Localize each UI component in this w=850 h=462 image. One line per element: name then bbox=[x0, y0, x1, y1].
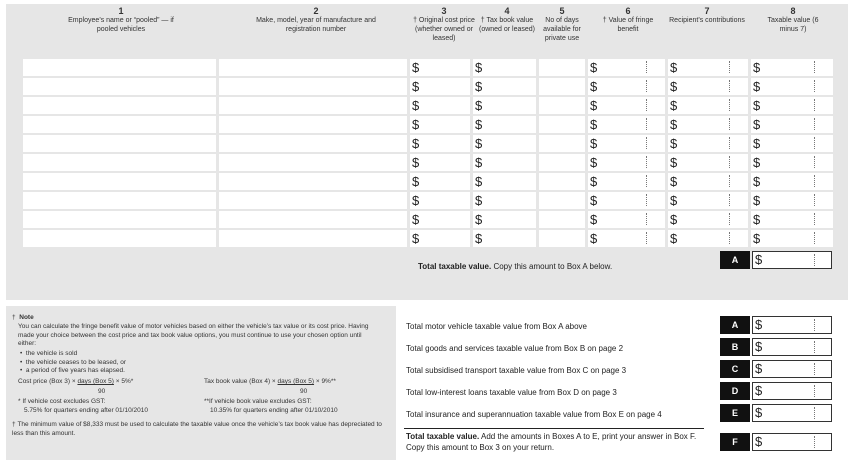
table-cell-col-2[interactable] bbox=[219, 59, 407, 76]
note-bullet: • the vehicle ceases to be leased, or bbox=[20, 358, 126, 366]
currency-symbol: $ bbox=[755, 383, 763, 398]
cents-divider bbox=[814, 341, 815, 353]
table-cell-col-2[interactable] bbox=[219, 135, 407, 152]
note-bullet: • the vehicle is sold bbox=[20, 350, 78, 357]
table-cell-col-8[interactable] bbox=[751, 135, 833, 152]
note-bullets bbox=[20, 350, 126, 376]
col-label: † Value of fringe benefit bbox=[602, 17, 654, 33]
formula-cost bbox=[18, 378, 133, 387]
vehicle-table-panel bbox=[6, 4, 848, 300]
currency-symbol: $ bbox=[753, 136, 761, 151]
cents-divider bbox=[646, 99, 647, 111]
currency-symbol: $ bbox=[670, 212, 678, 227]
currency-symbol: $ bbox=[412, 117, 420, 132]
cost-footnote bbox=[18, 398, 148, 415]
currency-symbol: $ bbox=[412, 155, 420, 170]
total-a-label bbox=[418, 262, 612, 271]
cents-divider bbox=[814, 137, 815, 149]
box-b-input[interactable] bbox=[752, 338, 832, 356]
currency-symbol: $ bbox=[755, 317, 763, 332]
table-cell-col-4[interactable] bbox=[473, 97, 536, 114]
table-cell-col-1[interactable] bbox=[23, 59, 216, 76]
currency-symbol: $ bbox=[753, 60, 761, 75]
formula-numerator: days (Box 5) bbox=[77, 378, 114, 385]
note-title bbox=[12, 314, 34, 323]
cents-divider bbox=[814, 118, 815, 130]
table-cell-col-3[interactable] bbox=[410, 154, 470, 171]
cents-divider bbox=[646, 213, 647, 225]
box-a-summary-input[interactable] bbox=[752, 316, 832, 334]
table-cell-col-4[interactable] bbox=[473, 59, 536, 76]
cents-divider bbox=[814, 232, 815, 244]
table-cell-col-5[interactable] bbox=[539, 78, 585, 95]
currency-symbol: $ bbox=[475, 193, 483, 208]
table-cell-col-8[interactable] bbox=[751, 230, 833, 247]
col-num: 7 bbox=[704, 6, 710, 16]
table-cell-col-7[interactable] bbox=[668, 230, 748, 247]
table-cell-col-2[interactable] bbox=[219, 78, 407, 95]
table-cell-col-1[interactable] bbox=[23, 135, 216, 152]
footnote-line: * If vehicle cost excludes GST: bbox=[18, 398, 106, 405]
summary-divider bbox=[404, 428, 704, 429]
box-d-letter: D bbox=[720, 382, 750, 400]
cents-divider bbox=[729, 213, 730, 225]
currency-symbol: $ bbox=[670, 98, 678, 113]
table-cell-col-7[interactable] bbox=[668, 192, 748, 209]
summary-label-c: Total subsidised transport taxable value from Box C on page 3 bbox=[406, 366, 627, 375]
box-f-input[interactable] bbox=[752, 433, 832, 451]
note-panel bbox=[6, 306, 396, 460]
table-cell-col-2[interactable] bbox=[219, 230, 407, 247]
currency-symbol: $ bbox=[670, 174, 678, 189]
total-f-label-rest: Add the amounts in Boxes A to E, print your answer in Box F. Copy this amount to Box 3 on your return. bbox=[406, 432, 697, 452]
table-cell-col-4[interactable] bbox=[473, 154, 536, 171]
bullet-text: the vehicle is sold bbox=[25, 350, 78, 357]
currency-symbol: $ bbox=[475, 79, 483, 94]
table-cell-col-7[interactable] bbox=[668, 154, 748, 171]
currency-symbol: $ bbox=[590, 212, 598, 227]
currency-symbol: $ bbox=[475, 60, 483, 75]
table-cell-col-8[interactable] bbox=[751, 192, 833, 209]
table-cell-col-7[interactable] bbox=[668, 59, 748, 76]
table-cell-col-4[interactable] bbox=[473, 230, 536, 247]
table-cell-col-7[interactable] bbox=[668, 211, 748, 228]
cents-divider bbox=[729, 232, 730, 244]
table-cell-col-1[interactable] bbox=[23, 116, 216, 133]
currency-symbol: $ bbox=[670, 193, 678, 208]
currency-symbol: $ bbox=[412, 136, 420, 151]
box-c-input[interactable] bbox=[752, 360, 832, 378]
cents-divider bbox=[646, 61, 647, 73]
box-e-letter: E bbox=[720, 404, 750, 422]
table-cell-col-7[interactable] bbox=[668, 116, 748, 133]
currency-symbol: $ bbox=[670, 117, 678, 132]
col-header-7 bbox=[666, 6, 748, 25]
box-a-letter: A bbox=[720, 316, 750, 334]
currency-symbol: $ bbox=[590, 174, 598, 189]
cents-divider bbox=[814, 213, 815, 225]
cents-divider bbox=[814, 194, 815, 206]
formula-text: × 5%* bbox=[113, 378, 134, 385]
cents-divider bbox=[646, 194, 647, 206]
currency-symbol: $ bbox=[753, 193, 761, 208]
table-cell-col-3[interactable] bbox=[410, 192, 470, 209]
formula-numerator: days (Box 5) bbox=[277, 378, 315, 385]
col-header-8 bbox=[758, 6, 828, 34]
cents-divider bbox=[646, 118, 647, 130]
minimum-text: The minimum value of $8,333 must be used to calculate the taxable value once the vehicle’s tax book value has depreciated to less than this amount. bbox=[12, 421, 382, 437]
col-header-2 bbox=[246, 6, 386, 34]
cents-divider bbox=[729, 156, 730, 168]
currency-symbol: $ bbox=[670, 231, 678, 246]
table-cell-col-1[interactable] bbox=[23, 192, 216, 209]
currency-symbol: $ bbox=[590, 79, 598, 94]
box-a-letter: A bbox=[720, 251, 750, 269]
currency-symbol: $ bbox=[753, 231, 761, 246]
table-cell-col-6[interactable] bbox=[588, 154, 665, 171]
currency-symbol: $ bbox=[412, 98, 420, 113]
table-cell-col-6[interactable] bbox=[588, 116, 665, 133]
table-cell-col-3[interactable] bbox=[410, 230, 470, 247]
currency-symbol: $ bbox=[475, 155, 483, 170]
table-cell-col-3[interactable] bbox=[410, 211, 470, 228]
table-cell-col-8[interactable] bbox=[751, 154, 833, 171]
currency-symbol: $ bbox=[590, 155, 598, 170]
col-header-6 bbox=[600, 6, 656, 34]
cents-divider bbox=[814, 99, 815, 111]
table-cell-col-8[interactable] bbox=[751, 78, 833, 95]
table-cell-col-5[interactable] bbox=[539, 230, 585, 247]
table-cell-col-6[interactable] bbox=[588, 97, 665, 114]
cents-divider bbox=[814, 407, 815, 419]
col-label: Employee’s name or “pooled” — if pooled vehicles bbox=[68, 17, 174, 33]
col-label: Make, model, year of manufacture and registration number bbox=[256, 17, 376, 33]
table-cell-col-2[interactable] bbox=[219, 116, 407, 133]
summary-label-a: Total motor vehicle taxable value from Box A above bbox=[406, 322, 587, 331]
col-num: 8 bbox=[790, 6, 796, 16]
table-cell-col-4[interactable] bbox=[473, 192, 536, 209]
total-f-label bbox=[406, 431, 706, 453]
table-cell-col-5[interactable] bbox=[539, 59, 585, 76]
formula-text: Cost price (Box 3) × bbox=[18, 378, 78, 385]
dagger-mark: † bbox=[12, 421, 16, 428]
col-num: 3 bbox=[441, 6, 447, 16]
col-num: 2 bbox=[313, 6, 319, 16]
minimum-value-note bbox=[12, 421, 382, 438]
cents-divider bbox=[814, 436, 815, 448]
table-cell-col-6[interactable] bbox=[588, 230, 665, 247]
table-cell-col-3[interactable] bbox=[410, 173, 470, 190]
formula-tax bbox=[204, 378, 336, 387]
currency-symbol: $ bbox=[590, 193, 598, 208]
table-cell-col-6[interactable] bbox=[588, 173, 665, 190]
table-cell-col-5[interactable] bbox=[539, 135, 585, 152]
currency-symbol: $ bbox=[670, 136, 678, 151]
cents-divider bbox=[729, 99, 730, 111]
table-cell-col-4[interactable] bbox=[473, 211, 536, 228]
table-cell-col-1[interactable] bbox=[23, 78, 216, 95]
summary-label-e: Total insurance and superannuation taxable value from Box E on page 4 bbox=[406, 410, 662, 419]
col-header-4 bbox=[476, 6, 538, 34]
col-num: 5 bbox=[559, 6, 565, 16]
col-header-3 bbox=[413, 6, 475, 43]
cents-divider bbox=[646, 175, 647, 187]
table-cell-col-5[interactable] bbox=[539, 116, 585, 133]
currency-symbol: $ bbox=[755, 434, 763, 449]
footnote-line: 10.35% for quarters ending after 01/10/2010 bbox=[210, 406, 338, 414]
col-label: No of days available for private use bbox=[543, 17, 581, 42]
note-title-text: Note bbox=[19, 314, 34, 321]
col-label: † Original cost price (whether owned or leased) bbox=[413, 17, 475, 42]
table-cell-col-4[interactable] bbox=[473, 116, 536, 133]
total-f-label-bold: Total taxable value. bbox=[406, 432, 480, 441]
table-cell-col-2[interactable] bbox=[219, 154, 407, 171]
table-cell-col-5[interactable] bbox=[539, 154, 585, 171]
cents-divider bbox=[646, 137, 647, 149]
currency-symbol: $ bbox=[590, 98, 598, 113]
cents-divider bbox=[814, 175, 815, 187]
note-intro: You can calculate the fringe benefit value of motor vehicles based on either the vehicle’s tax value or its cost price. Having made your choice between the cost price and tax book value options, you must continue to use your chosen option until either: bbox=[18, 323, 369, 347]
currency-symbol: $ bbox=[475, 212, 483, 227]
currency-symbol: $ bbox=[590, 231, 598, 246]
table-cell-col-1[interactable] bbox=[23, 97, 216, 114]
formula-text: Tax book value (Box 4) × bbox=[204, 378, 278, 385]
table-cell-col-6[interactable] bbox=[588, 192, 665, 209]
table-cell-col-1[interactable] bbox=[23, 173, 216, 190]
table-cell-col-1[interactable] bbox=[23, 230, 216, 247]
table-cell-col-6[interactable] bbox=[588, 59, 665, 76]
table-cell-col-2[interactable] bbox=[219, 173, 407, 190]
table-cell-col-3[interactable] bbox=[410, 135, 470, 152]
currency-symbol: $ bbox=[412, 174, 420, 189]
bullet-text: a period of five years has elapsed. bbox=[25, 367, 125, 374]
table-cell-col-8[interactable] bbox=[751, 97, 833, 114]
cents-divider bbox=[814, 254, 815, 266]
currency-symbol: $ bbox=[670, 155, 678, 170]
box-e-input[interactable] bbox=[752, 404, 832, 422]
formula-text: × 9%** bbox=[314, 378, 336, 385]
footnote-line: **If vehicle book value excludes GST: bbox=[204, 398, 312, 405]
table-cell-col-6[interactable] bbox=[588, 78, 665, 95]
currency-symbol: $ bbox=[412, 212, 420, 227]
cents-divider bbox=[814, 319, 815, 331]
currency-symbol: $ bbox=[755, 252, 763, 267]
currency-symbol: $ bbox=[412, 79, 420, 94]
table-cell-col-3[interactable] bbox=[410, 97, 470, 114]
formula-tax-denominator: 90 bbox=[300, 388, 308, 395]
currency-symbol: $ bbox=[753, 155, 761, 170]
currency-symbol: $ bbox=[475, 98, 483, 113]
currency-symbol: $ bbox=[753, 98, 761, 113]
cents-divider bbox=[814, 385, 815, 397]
table-cell-col-5[interactable] bbox=[539, 173, 585, 190]
total-a-label-rest: Copy this amount to Box A below. bbox=[491, 262, 613, 271]
box-c-letter: C bbox=[720, 360, 750, 378]
box-d-input[interactable] bbox=[752, 382, 832, 400]
cents-divider bbox=[729, 118, 730, 130]
currency-symbol: $ bbox=[590, 60, 598, 75]
total-a-label-bold: Total taxable value. bbox=[418, 262, 492, 271]
table-cell-col-3[interactable] bbox=[410, 59, 470, 76]
cents-divider bbox=[646, 156, 647, 168]
currency-symbol: $ bbox=[670, 60, 678, 75]
currency-symbol: $ bbox=[475, 136, 483, 151]
table-cell-col-7[interactable] bbox=[668, 78, 748, 95]
currency-symbol: $ bbox=[590, 117, 598, 132]
bullet-text: the vehicle ceases to be leased, or bbox=[25, 358, 126, 366]
table-cell-col-1[interactable] bbox=[23, 154, 216, 171]
currency-symbol: $ bbox=[755, 339, 763, 354]
col-label: † Tax book value (owned or leased) bbox=[478, 17, 536, 33]
box-b-letter: B bbox=[720, 338, 750, 356]
table-cell-col-8[interactable] bbox=[751, 59, 833, 76]
table-cell-col-6[interactable] bbox=[588, 135, 665, 152]
currency-symbol: $ bbox=[753, 212, 761, 227]
cents-divider bbox=[729, 137, 730, 149]
cents-divider bbox=[814, 61, 815, 73]
currency-symbol: $ bbox=[670, 79, 678, 94]
cents-divider bbox=[646, 232, 647, 244]
cents-divider bbox=[729, 194, 730, 206]
col-header-1 bbox=[66, 6, 176, 34]
col-label: Taxable value (6 minus 7) bbox=[767, 17, 819, 33]
table-cell-col-4[interactable] bbox=[473, 135, 536, 152]
currency-symbol: $ bbox=[590, 136, 598, 151]
table-cell-col-4[interactable] bbox=[473, 173, 536, 190]
cents-divider bbox=[814, 80, 815, 92]
cents-divider bbox=[646, 80, 647, 92]
cents-divider bbox=[814, 363, 815, 375]
box-a-input[interactable] bbox=[752, 251, 832, 269]
dagger-mark: † bbox=[12, 314, 16, 321]
cents-divider bbox=[814, 156, 815, 168]
currency-symbol: $ bbox=[475, 117, 483, 132]
table-cell-col-2[interactable] bbox=[219, 211, 407, 228]
currency-symbol: $ bbox=[412, 231, 420, 246]
table-cell-col-2[interactable] bbox=[219, 97, 407, 114]
table-cell-col-5[interactable] bbox=[539, 97, 585, 114]
tax-footnote bbox=[204, 398, 338, 415]
footnote-line: 5.75% for quarters ending after 01/10/2010 bbox=[24, 406, 148, 414]
currency-symbol: $ bbox=[753, 174, 761, 189]
note-bullet: • a period of five years has elapsed. bbox=[20, 367, 125, 374]
cents-divider bbox=[729, 175, 730, 187]
col-label: Recipient’s contributions bbox=[669, 17, 745, 24]
table-cell-col-1[interactable] bbox=[23, 211, 216, 228]
table-cell-col-8[interactable] bbox=[751, 116, 833, 133]
currency-symbol: $ bbox=[412, 60, 420, 75]
currency-symbol: $ bbox=[753, 117, 761, 132]
currency-symbol: $ bbox=[755, 405, 763, 420]
table-cell-col-7[interactable] bbox=[668, 97, 748, 114]
formula-cost-denominator: 90 bbox=[98, 388, 106, 395]
table-cell-col-8[interactable] bbox=[751, 173, 833, 190]
summary-label-b: Total goods and services taxable value from Box B on page 2 bbox=[406, 344, 624, 353]
table-cell-col-6[interactable] bbox=[588, 211, 665, 228]
cents-divider bbox=[729, 61, 730, 73]
table-cell-col-5[interactable] bbox=[539, 192, 585, 209]
table-cell-col-4[interactable] bbox=[473, 78, 536, 95]
col-num: 4 bbox=[504, 6, 510, 16]
table-cell-col-3[interactable] bbox=[410, 78, 470, 95]
col-num: 6 bbox=[625, 6, 631, 16]
table-cell-col-5[interactable] bbox=[539, 211, 585, 228]
currency-symbol: $ bbox=[412, 193, 420, 208]
table-cell-col-7[interactable] bbox=[668, 135, 748, 152]
cents-divider bbox=[729, 80, 730, 92]
currency-symbol: $ bbox=[475, 231, 483, 246]
currency-symbol: $ bbox=[753, 79, 761, 94]
summary-label-d: Total low-interest loans taxable value from Box D on page 3 bbox=[406, 388, 617, 397]
currency-symbol: $ bbox=[755, 361, 763, 376]
table-cell-col-2[interactable] bbox=[219, 192, 407, 209]
col-header-5 bbox=[539, 6, 585, 43]
currency-symbol: $ bbox=[475, 174, 483, 189]
box-f-letter: F bbox=[720, 433, 750, 451]
table-cell-col-3[interactable] bbox=[410, 116, 470, 133]
col-num: 1 bbox=[118, 6, 124, 16]
table-cell-col-7[interactable] bbox=[668, 173, 748, 190]
table-cell-col-8[interactable] bbox=[751, 211, 833, 228]
